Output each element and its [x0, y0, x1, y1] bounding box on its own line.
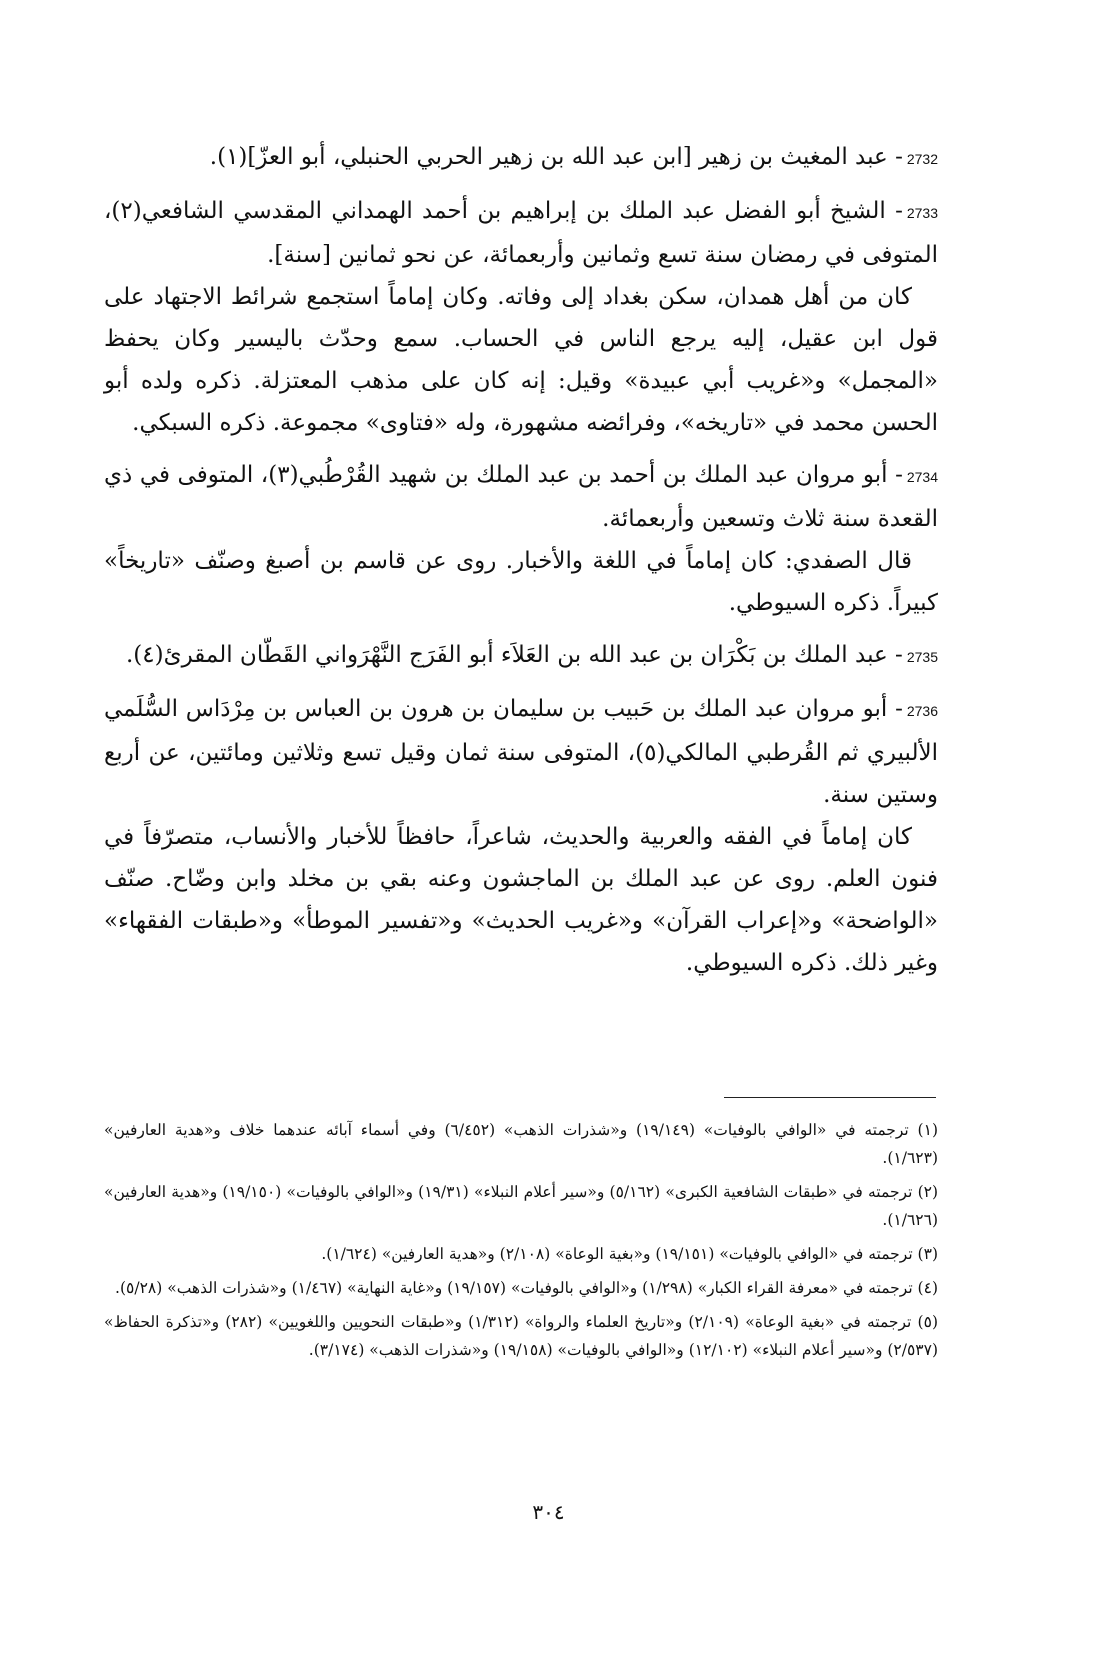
entry-2733: [104, 190, 938, 444]
footnote-separator: [724, 1097, 936, 1098]
page-number: ٣٠٤: [532, 1500, 565, 1524]
entry-2736: [104, 688, 938, 984]
entry-number: 2733: [906, 205, 938, 221]
entry-heading: - عبد الملك بن بَكْرَان بن عبد الله بن العَلاَء أبو الفَرَج النَّهْرَواني القَطّان المقرئ(٤).: [125, 642, 903, 668]
entry-number: 2735: [906, 649, 938, 665]
entry-2732: [104, 136, 938, 180]
entry-heading: - أبو مروان عبد الملك بن حَبيب بن سليمان بن هرون بن العباس بن مِرْدَاس السُّلَمي الألبيري ثم القُرطبي المالكي(٥)، المتوفى سنة ثمان وقيل تسع وثلاثين ومائتين، عن أربع وستين سنة.: [104, 696, 938, 808]
entry-2734: [104, 454, 938, 624]
footnote: (٥) ترجمته في «بغية الوعاة» (٢/١٠٩) و«تاريخ العلماء والرواة» (١/٣١٢) و«طبقات النحويين واللغويين» (٢٨٢) و«تذكرة الحفاظ» (٢/٥٣٧) و«سير أعلام النبلاء» (١٢/١٠٢) و«الوافي بالوفيات» (١٩/١٥٨) و«شذرات الذهب» (٣/١٧٤).: [104, 1313, 938, 1359]
entry-2735: [104, 634, 938, 678]
footnotes: [104, 1116, 938, 1370]
entry-paragraph: قال الصفدي: كان إماماً في اللغة والأخبار. روى عن قاسم بن أصبغ وصنّف «تاريخاً» كبيراً. ذكره السيوطي.: [104, 548, 938, 616]
entry-number: 2734: [906, 469, 939, 485]
entry-paragraph: كان من أهل همدان، سكن بغداد إلى وفاته. وكان إماماً استجمع شرائط الاجتهاد على قول ابن عقيل، إليه يرجع الناس في الحساب. سمع وحدّث باليسير وكان يحفظ «المجمل» و«غريب أبي عبيدة» وقيل: إنه كان على مذهب المعتزلة. ذكره ولده أبو الحسن محمد في «تاريخه»، وفرائضه مشهورة، وله «فتاوى» مجموعة. ذكره السبكي.: [104, 284, 938, 436]
entry-heading: - الشيخ أبو الفضل عبد الملك بن إبراهيم بن أحمد الهمداني المقدسي الشافعي(٢)، المتوفى في رمضان سنة تسع وثمانين وأربعمائة، عن نحو ثمانين [سنة].: [104, 198, 938, 268]
footnote: (٢) ترجمته في «طبقات الشافعية الكبرى» (٥/١٦٢) و«سير أعلام النبلاء» (١٩/٣١) و«الوافي بالوفيات» (١٩/١٥٠) و«هدية العارفين» (١/٦٢٦).: [104, 1183, 939, 1229]
footnote: (١) ترجمته في «الوافي بالوفيات» (١٩/١٤٩) و«شذرات الذهب» (٦/٤٥٢) وفي أسماء آبائه عندهما خلاف و«هدية العارفين» (١/٦٢٣).: [104, 1121, 938, 1167]
footnote: (٣) ترجمته في «الوافي بالوفيات» (١٩/١٥١) و«بغية الوعاة» (٢/١٠٨) و«هدية العارفين» (١/٦٢٤).: [321, 1245, 938, 1263]
main-text: [104, 136, 938, 994]
entry-paragraph: كان إماماً في الفقه والعربية والحديث، شاعراً، حافظاً للأخبار والأنساب، متصرّفاً في فنون العلم. روى عن عبد الملك بن الماجشون وعنه بقي بن مخلد وابن وضّاح. صنّف «الواضحة» و«إعراب القرآن» و«غريب الحديث» و«تفسير الموطأ» و«طبقات الفقهاء» وغير ذلك. ذكره السيوطي.: [104, 824, 938, 976]
entry-number: 2736: [906, 703, 938, 719]
entry-heading: - عبد المغيث بن زهير [ابن عبد الله بن زهير الحربي الحنبلي، أبو العزّ](١).: [209, 144, 903, 170]
entry-heading: - أبو مروان عبد الملك بن أحمد بن عبد الملك بن شهيد القُرْطُبي(٣)، المتوفى في ذي القعدة سنة ثلاث وتسعين وأربعمائة.: [104, 462, 938, 532]
entry-number: 2732: [906, 151, 938, 167]
footnote: (٤) ترجمته في «معرفة القراء الكبار» (١/٢٩٨) و«الوافي بالوفيات» (١٩/١٥٧) و«غاية النهاية» (١/٤٦٧) و«شذرات الذهب» (٥/٢٨).: [115, 1279, 938, 1297]
